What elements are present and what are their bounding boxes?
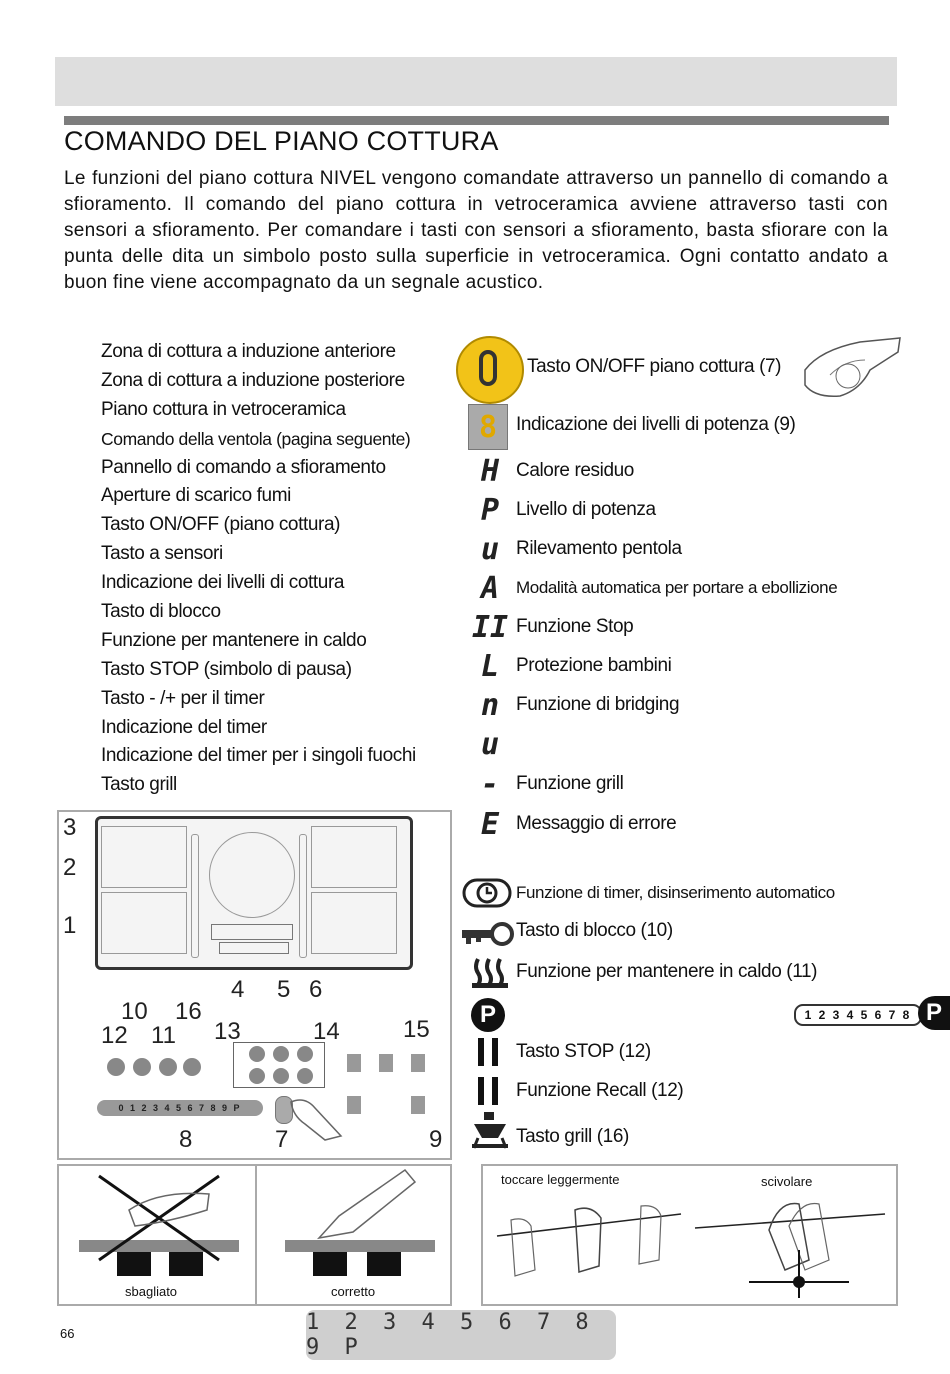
symbol-label: Messaggio di errore <box>516 813 677 834</box>
callout-11: 11 <box>151 1022 176 1049</box>
legend-item: Indicazione dei livelli di cottura <box>101 572 345 594</box>
legend-item: Indicazione del timer per i singoli fuochi <box>101 745 416 767</box>
key-lock-icon <box>460 922 514 946</box>
legend-item: Indicazione del timer <box>101 716 267 738</box>
grill-key-icon <box>183 1058 201 1076</box>
timer-label: Funzione di timer, disinserimento automatico <box>516 883 835 902</box>
cooking-zone-front-left <box>101 892 187 954</box>
title-rule <box>64 116 889 125</box>
cooktop-diagram <box>57 810 452 1160</box>
on-off-label: Tasto ON/OFF piano cottura (7) <box>527 356 782 377</box>
power-p-icon: P <box>471 998 505 1032</box>
callout-6: 6 <box>309 976 323 1003</box>
vent-slot <box>191 834 199 958</box>
finger-press-icon <box>285 1094 345 1142</box>
recall-icon <box>478 1077 484 1105</box>
lock-key-icon <box>133 1058 151 1076</box>
legend-item: Tasto grill <box>101 774 177 796</box>
cooking-zone-center <box>209 832 295 918</box>
digit-display-icon <box>468 404 508 450</box>
keep-warm-key-icon <box>159 1058 177 1076</box>
callout-16: 16 <box>175 998 202 1025</box>
cooking-zone-front-right <box>311 892 397 954</box>
slide-caption: scivolare <box>761 1174 813 1189</box>
recall-icon <box>492 1077 498 1105</box>
touch-fingers-icon <box>491 1190 691 1300</box>
symbol-label: Protezione bambini <box>516 655 672 676</box>
symbol-row <box>470 570 837 606</box>
correct-finger-icon <box>309 1168 419 1242</box>
symbol-row <box>470 648 671 684</box>
legend-item: Pannello di comando a sfioramento <box>101 456 386 478</box>
stop-icon <box>478 1038 484 1066</box>
intro-paragraph: Le funzioni del piano cottura NIVEL vengono comandate attraverso un pannello di comando a sfioramento. Il comando del piano cottura in vetroceramica avviene attraverso tasti con sensori a sfioramento. Per comandare i tasti con sensori a sfioramento, basta sfiorare con la punta delle dita un simbolo posto sulla superficie in vetroceramica. Ogni contatto andato a buon fine viene accompagnato da un segnale acustico. <box>64 168 888 293</box>
symbol-label: Funzione Stop <box>516 616 634 637</box>
legend-item: Tasto STOP (simbolo di pausa) <box>101 658 352 680</box>
symbol-row <box>470 492 656 528</box>
callout-10: 10 <box>121 998 148 1025</box>
sensor-block <box>313 1252 347 1276</box>
segment-n-icon: n <box>480 687 500 723</box>
symbol-label: Calore residuo <box>516 460 634 481</box>
zone-display-icon <box>379 1054 393 1072</box>
wrong-cross-icon <box>89 1170 229 1270</box>
zone-display-icon <box>411 1054 425 1072</box>
segment-a-icon: A <box>480 570 500 606</box>
stop-icon <box>492 1038 498 1066</box>
header-band <box>55 57 897 106</box>
symbol-row <box>470 531 682 567</box>
segment-u-icon: u <box>480 726 500 762</box>
level-scale: 1 2 3 4 5 6 7 8 <box>794 1004 922 1026</box>
touch-panel-keys <box>219 942 289 954</box>
slide-finger-icon <box>689 1190 893 1300</box>
on-off-icon <box>456 336 524 404</box>
touch-panel-outline <box>211 924 293 940</box>
segment-h-icon: H <box>480 453 500 489</box>
segment-stop-icon: II <box>471 609 509 645</box>
symbol-row <box>470 453 634 489</box>
symbol-label: Livello di potenza <box>516 499 656 520</box>
symbol-label: Funzione di bridging <box>516 694 680 715</box>
callout-8: 8 <box>179 1126 193 1153</box>
timer-plus-icon <box>249 1046 265 1062</box>
cooking-zone-rear-right <box>311 826 397 888</box>
callout-4: 4 <box>231 976 245 1003</box>
legend-item: Comando della ventola (pagina seguente) <box>101 428 411 449</box>
figure-divider <box>255 1166 257 1304</box>
stop-key-icon <box>107 1058 125 1076</box>
symbol-row <box>470 726 516 762</box>
page-number: 66 <box>60 1326 75 1341</box>
symbol-row <box>470 766 623 802</box>
keep-warm-label: Funzione per mantenere in caldo (11) <box>516 961 818 982</box>
grill-icon <box>468 1110 512 1152</box>
finger-touch-icon <box>800 330 904 402</box>
zone-display-icon <box>347 1096 361 1114</box>
legend-item: Piano cottura in vetroceramica <box>101 398 346 420</box>
level-display-bar: 1 2 3 4 5 6 7 8 9 P <box>306 1310 616 1360</box>
timer-plus-icon <box>297 1046 313 1062</box>
zone-display-icon <box>347 1054 361 1072</box>
scale-p-icon: P <box>918 996 950 1030</box>
symbol-row <box>470 687 679 723</box>
callout-1: 1 <box>63 912 77 939</box>
legend-item: Zona di cottura a induzione anteriore <box>101 341 396 362</box>
symbol-row <box>470 609 633 645</box>
page-title: COMANDO DEL PIANO COTTURA <box>64 126 499 156</box>
legend-list <box>101 338 416 800</box>
legend-item: Tasto ON/OFF (piano cottura) <box>101 514 341 536</box>
gesture-figure <box>481 1164 898 1306</box>
legend-item: Tasto a sensori <box>101 543 223 565</box>
legend-item: Aperture di scarico fumi <box>101 485 291 507</box>
touch-caption: toccare leggermente <box>501 1172 620 1187</box>
grill-label: Tasto grill (16) <box>516 1126 629 1147</box>
segment-p-icon: P <box>480 492 500 528</box>
segment-dash-icon: - <box>480 766 500 802</box>
callout-13: 13 <box>214 1018 241 1045</box>
recall-label: Funzione Recall (12) <box>516 1080 684 1101</box>
legend-item: Tasto di blocco <box>101 601 221 623</box>
touch-method-figure <box>57 1164 452 1306</box>
callout-7: 7 <box>275 1126 289 1153</box>
symbol-label: Modalità automatica per portare a ebollizione <box>516 578 838 597</box>
segment-e-icon: E <box>480 806 500 842</box>
legend-item: Zona di cottura a induzione posteriore <box>101 369 405 391</box>
digit-8-icon: 8 <box>478 409 498 445</box>
symbol-row <box>470 806 676 842</box>
correct-caption: corretto <box>331 1284 376 1299</box>
callout-12: 12 <box>101 1022 128 1049</box>
timer-minus-icon <box>297 1068 313 1084</box>
segment-u-icon: u <box>480 531 500 567</box>
power-levels-label: Indicazione dei livelli di potenza (9) <box>516 414 796 435</box>
callout-2: 2 <box>63 854 77 881</box>
segment-l-icon: L <box>480 648 500 684</box>
sensor-block <box>367 1252 401 1276</box>
symbol-label: Funzione grill <box>516 773 624 794</box>
keep-warm-icon <box>470 955 510 989</box>
power-slider: 0 1 2 3 4 5 6 7 8 9 P <box>97 1100 263 1116</box>
symbol-label: Rilevamento pentola <box>516 538 682 559</box>
legend-item: Tasto - /+ per il timer <box>101 687 265 709</box>
timer-icon <box>462 876 512 910</box>
callout-9: 9 <box>429 1126 443 1153</box>
zone-display-icon <box>411 1096 425 1114</box>
wrong-caption: sbagliato <box>125 1284 178 1299</box>
stop-label: Tasto STOP (12) <box>516 1041 651 1062</box>
cooking-zone-rear-left <box>101 826 187 888</box>
timer-minus-icon <box>273 1068 289 1084</box>
timer-plus-icon <box>273 1046 289 1062</box>
callout-14: 14 <box>313 1018 340 1045</box>
callout-5: 5 <box>277 976 291 1003</box>
callout-3: 3 <box>63 814 77 841</box>
legend-item: Funzione per mantenere in caldo <box>101 629 367 651</box>
lock-label: Tasto di blocco (10) <box>516 920 673 941</box>
timer-minus-icon <box>249 1068 265 1084</box>
vent-slot <box>299 834 307 958</box>
callout-15: 15 <box>403 1016 430 1043</box>
